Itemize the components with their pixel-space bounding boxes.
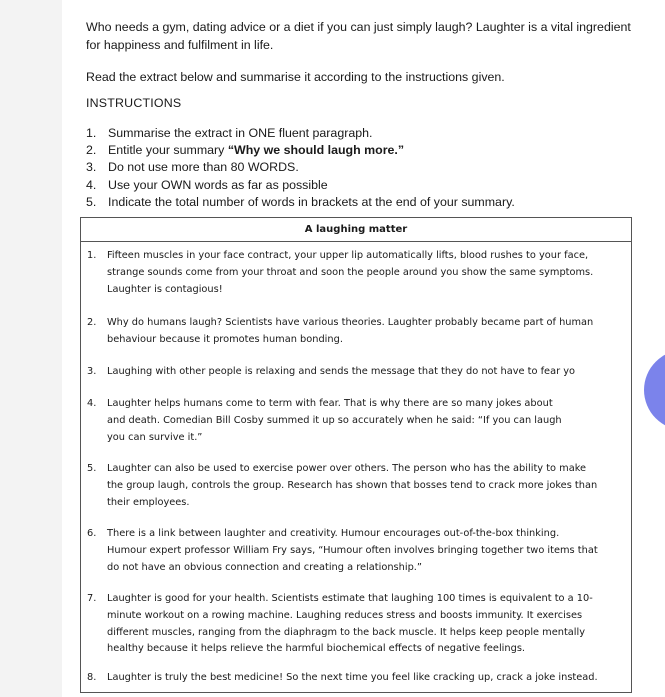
extract-paragraph: 1. Fifteen muscles in your face contract, your upper lip automatically lifts, blood rushes to your face, strange sounds come from your throat and soon the people around you show the same symptoms. Laughter is contagious! (87, 250, 594, 295)
extract-paragraph: 5. Laughter can also be used to exercise power over others. The person who has the ability to make the group laugh, controls the group. Research has shown that bosses tend to crack more jokes than their employees. (87, 463, 598, 508)
extract-paragraph: 2. Why do humans laugh? Scientists have various theories. Laughter probably became part of human behaviour because it promotes human bonding. (87, 317, 594, 345)
extract-box (80, 217, 632, 693)
instruction-item: 4. Use your OWN words as far as possible (86, 177, 328, 192)
extract-paragraph: 4. Laughter helps humans come to term with fear. That is why there are so many jokes about and death. Comedian Bill Cosby summed it up so accurately when he said: “If you can laugh you can survive it.” (87, 398, 562, 443)
read-instruction: Read the extract below and summarise it according to the instructions given. (86, 70, 505, 84)
document-page (62, 0, 665, 697)
instructions-list (86, 125, 515, 211)
extract-title: A laughing matter (304, 224, 408, 235)
summary-title: “Why we should laugh more.” (227, 143, 405, 158)
title-divider (81, 241, 631, 242)
instruction-item: 2. Entitle your summary “Why we should laugh more.” (86, 142, 515, 159)
instructions-heading: INSTRUCTIONS (86, 96, 182, 110)
instruction-item: 5. Indicate the total number of words in brackets at the end of your summary. (86, 194, 515, 209)
extract-paragraph: 3. Laughing with other people is relaxing and sends the message that they do not have to fear yo (87, 366, 576, 377)
extract-paragraph: 8. Laughter is truly the best medicine! So the next time you feel like cracking up, crack a joke instead. (87, 672, 598, 683)
snip-button[interactable] (644, 350, 665, 430)
extract-paragraph: 7. Laughter is good for your health. Scientists estimate that laughing 100 times is equivalent to a 10- minute workout on a rowing machine. Laughing reduces stress and boosts immunity. It exercises different muscles, ranging from the diaphragm to the back muscle. It helps keep people mentally healthy because it helps relieve the harmful biochemical effects of negative feelings. (87, 593, 593, 655)
extract-paragraph: 6. There is a link between laughter and creativity. Humour encourages out-of-the-box thinking. Humour expert professor William Fry says, “Humour often involves bringing together two items that do not have an obvious connection and creating a relationship.” (87, 528, 598, 573)
instruction-item: 1. Summarise the extract in ONE fluent paragraph. (86, 126, 373, 140)
instruction-item: 3. Do not use more than 80 WORDS. (86, 160, 299, 175)
intro-text: Who needs a gym, dating advice or a diet if you can just simply laugh? Laughter is a vital ingredient for happiness and fulfilment in life. (86, 20, 631, 52)
